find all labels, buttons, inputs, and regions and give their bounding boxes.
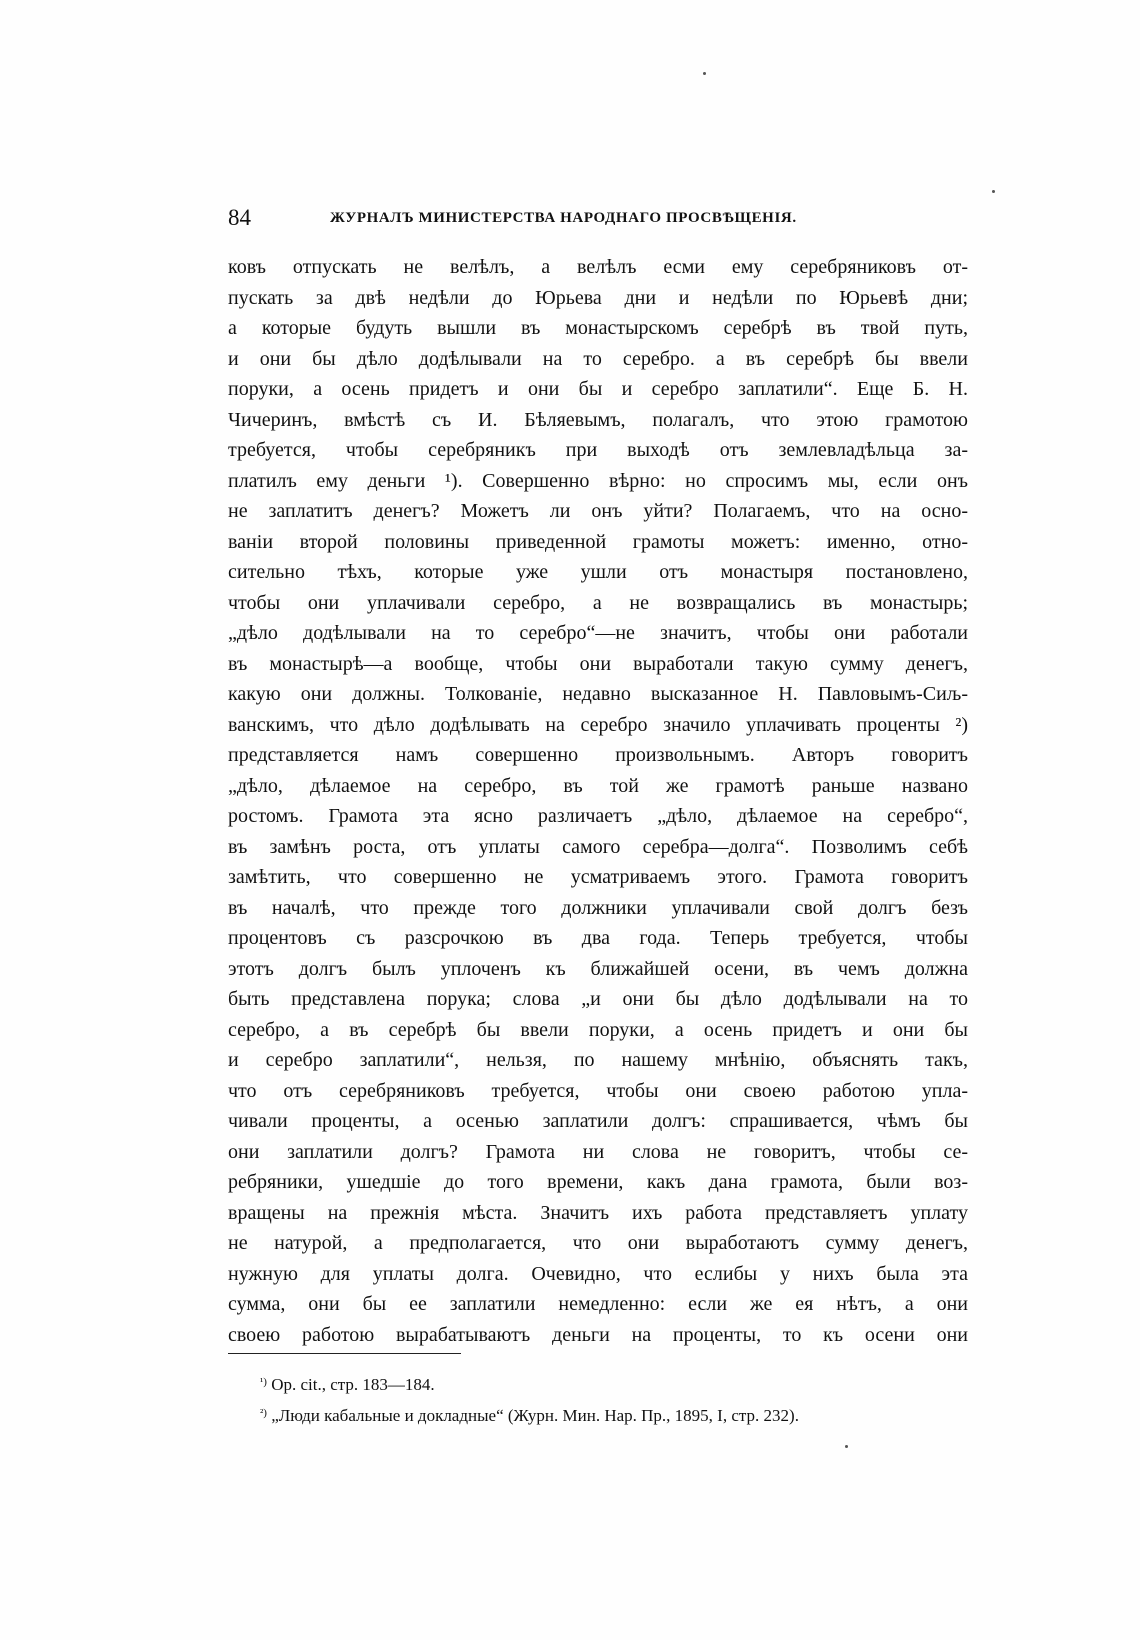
text-line: и серебро заплатили“, нельзя, по нашему мнѣнію, объяснять такъ, <box>228 1049 968 1071</box>
text-line: пускать за двѣ недѣли до Юрьева дни и недѣли по Юрьевѣ дни; <box>228 286 968 309</box>
running-head <box>228 203 880 233</box>
text-line: своею работою вырабатываютъ деньги на проценты, то къ осени они <box>228 1323 968 1346</box>
text-line: нужную для уплаты долга. Очевидно, что еслибы у нихъ была эта <box>228 1262 968 1285</box>
text-line: ваніи второй половины приведенной грамоты можетъ: именно, отно- <box>228 530 968 553</box>
text-line: ребряники, ушедшіе до того времени, какъ дана грамота, были воз- <box>228 1171 968 1193</box>
footnote-mark: ²) <box>260 1407 267 1419</box>
footnotes <box>260 1368 980 1430</box>
footnote <box>260 1399 980 1430</box>
text-line: въ замѣнъ роста, отъ уплаты самого серебра—долга“. Позволимъ себѣ <box>228 835 968 858</box>
scan-speck <box>992 190 995 193</box>
text-line: ростомъ. Грамота эта ясно различаетъ „дѣло, дѣлаемое на серебро“, <box>228 805 968 827</box>
text-line: сумма, они бы ее заплатили немедленно: если же ея нѣтъ, а они <box>228 1293 968 1315</box>
text-line: платилъ ему деньги ¹). Совершенно вѣрно: но спросимъ мы, если онъ <box>228 469 968 492</box>
footnote-mark: ¹) <box>260 1376 267 1388</box>
text-line: они заплатили долгъ? Грамота ни слова не говоритъ, чтобы се- <box>228 1140 968 1163</box>
text-line: Чичеринъ, вмѣстѣ съ И. Бѣляевымъ, полагалъ, что этою грамотою <box>228 408 968 431</box>
text-line: ванскимъ, что дѣло додѣлывать на серебро значило уплачивать проценты ²) <box>228 713 968 736</box>
text-line: не заплатитъ денегъ? Можетъ ли онъ уйти? Полагаемъ, что на осно- <box>228 500 968 522</box>
text-line: вращены на прежнія мѣста. Значитъ ихъ работа представляетъ уплату <box>228 1201 968 1224</box>
footnote <box>260 1368 980 1399</box>
page-number: 84 <box>228 205 251 230</box>
text-line: быть представлена порука; слова „и они бы дѣло додѣлывали на то <box>228 988 968 1010</box>
body-text <box>228 252 968 1350</box>
text-line: и они бы дѣло додѣлывали на то серебро. а въ серебрѣ бы ввели <box>228 347 968 370</box>
text-line: ковъ отпускать не велѣлъ, а велѣлъ есми ему серебряниковъ от- <box>228 256 968 278</box>
footnote-text: Op. cit., стр. 183—184. <box>271 1375 435 1394</box>
text-line: замѣтить, что совершенно не усматриваемъ этого. Грамота говоритъ <box>228 866 968 888</box>
text-line: требуется, чтобы серебряникъ при выходѣ отъ землевладѣльца за- <box>228 439 968 461</box>
text-line: что отъ серебряниковъ требуется, чтобы они своею работою упла- <box>228 1079 968 1102</box>
journal-title: ЖУРНАЛЪ МИНИСТЕРСТВА НАРОДНАГО ПРОСВѢЩЕНІЯ. <box>330 210 797 226</box>
text-line: въ началѣ, что прежде того должники уплачивали свой долгъ безъ <box>228 896 968 919</box>
text-line: „дѣло додѣлывали на то серебро“—не значитъ, чтобы они работали <box>228 622 968 644</box>
text-line: какую они должны. Толкованіе, недавно высказанное Н. Павловымъ-Сиљ- <box>228 683 968 705</box>
scan-speck <box>845 1445 848 1448</box>
text-line: этотъ долгъ былъ уплоченъ къ ближайшей осени, въ чемъ должна <box>228 957 968 980</box>
footnote-text: „Люди кабальные и докладные“ (Журн. Мин. Нар. Пр., 1895, I, стр. 232). <box>271 1406 799 1425</box>
text-line: поруки, а осень придетъ и они бы и серебро заплатили“. Еще Б. Н. <box>228 378 968 400</box>
text-line: въ монастырѣ—а вообще, чтобы они выработали такую сумму денегъ, <box>228 652 968 675</box>
text-line: чтобы они уплачивали серебро, а не возвращались въ монастырь; <box>228 591 968 614</box>
footnote-divider <box>228 1353 461 1354</box>
scan-speck <box>703 72 706 75</box>
text-line: представляется намъ совершенно произвольнымъ. Авторъ говоритъ <box>228 744 968 766</box>
text-line: чивали проценты, а осенью заплатили долгъ: спрашивается, чѣмъ бы <box>228 1110 968 1132</box>
text-line: процентовъ съ разсрочкою въ два года. Теперь требуется, чтобы <box>228 927 968 949</box>
text-line: сительно тѣхъ, которые уже ушли отъ монастыря постановлено, <box>228 561 968 583</box>
text-line: „дѣло, дѣлаемое на серебро, въ той же грамотѣ раньше названо <box>228 774 968 797</box>
text-line: серебро, а въ серебрѣ бы ввели поруки, а осень придетъ и они бы <box>228 1018 968 1041</box>
text-line: а которые будуть вышли въ монастырскомъ серебрѣ въ твой путь, <box>228 317 968 339</box>
text-line: не натурой, а предполагается, что они выработаютъ сумму денегъ, <box>228 1232 968 1254</box>
